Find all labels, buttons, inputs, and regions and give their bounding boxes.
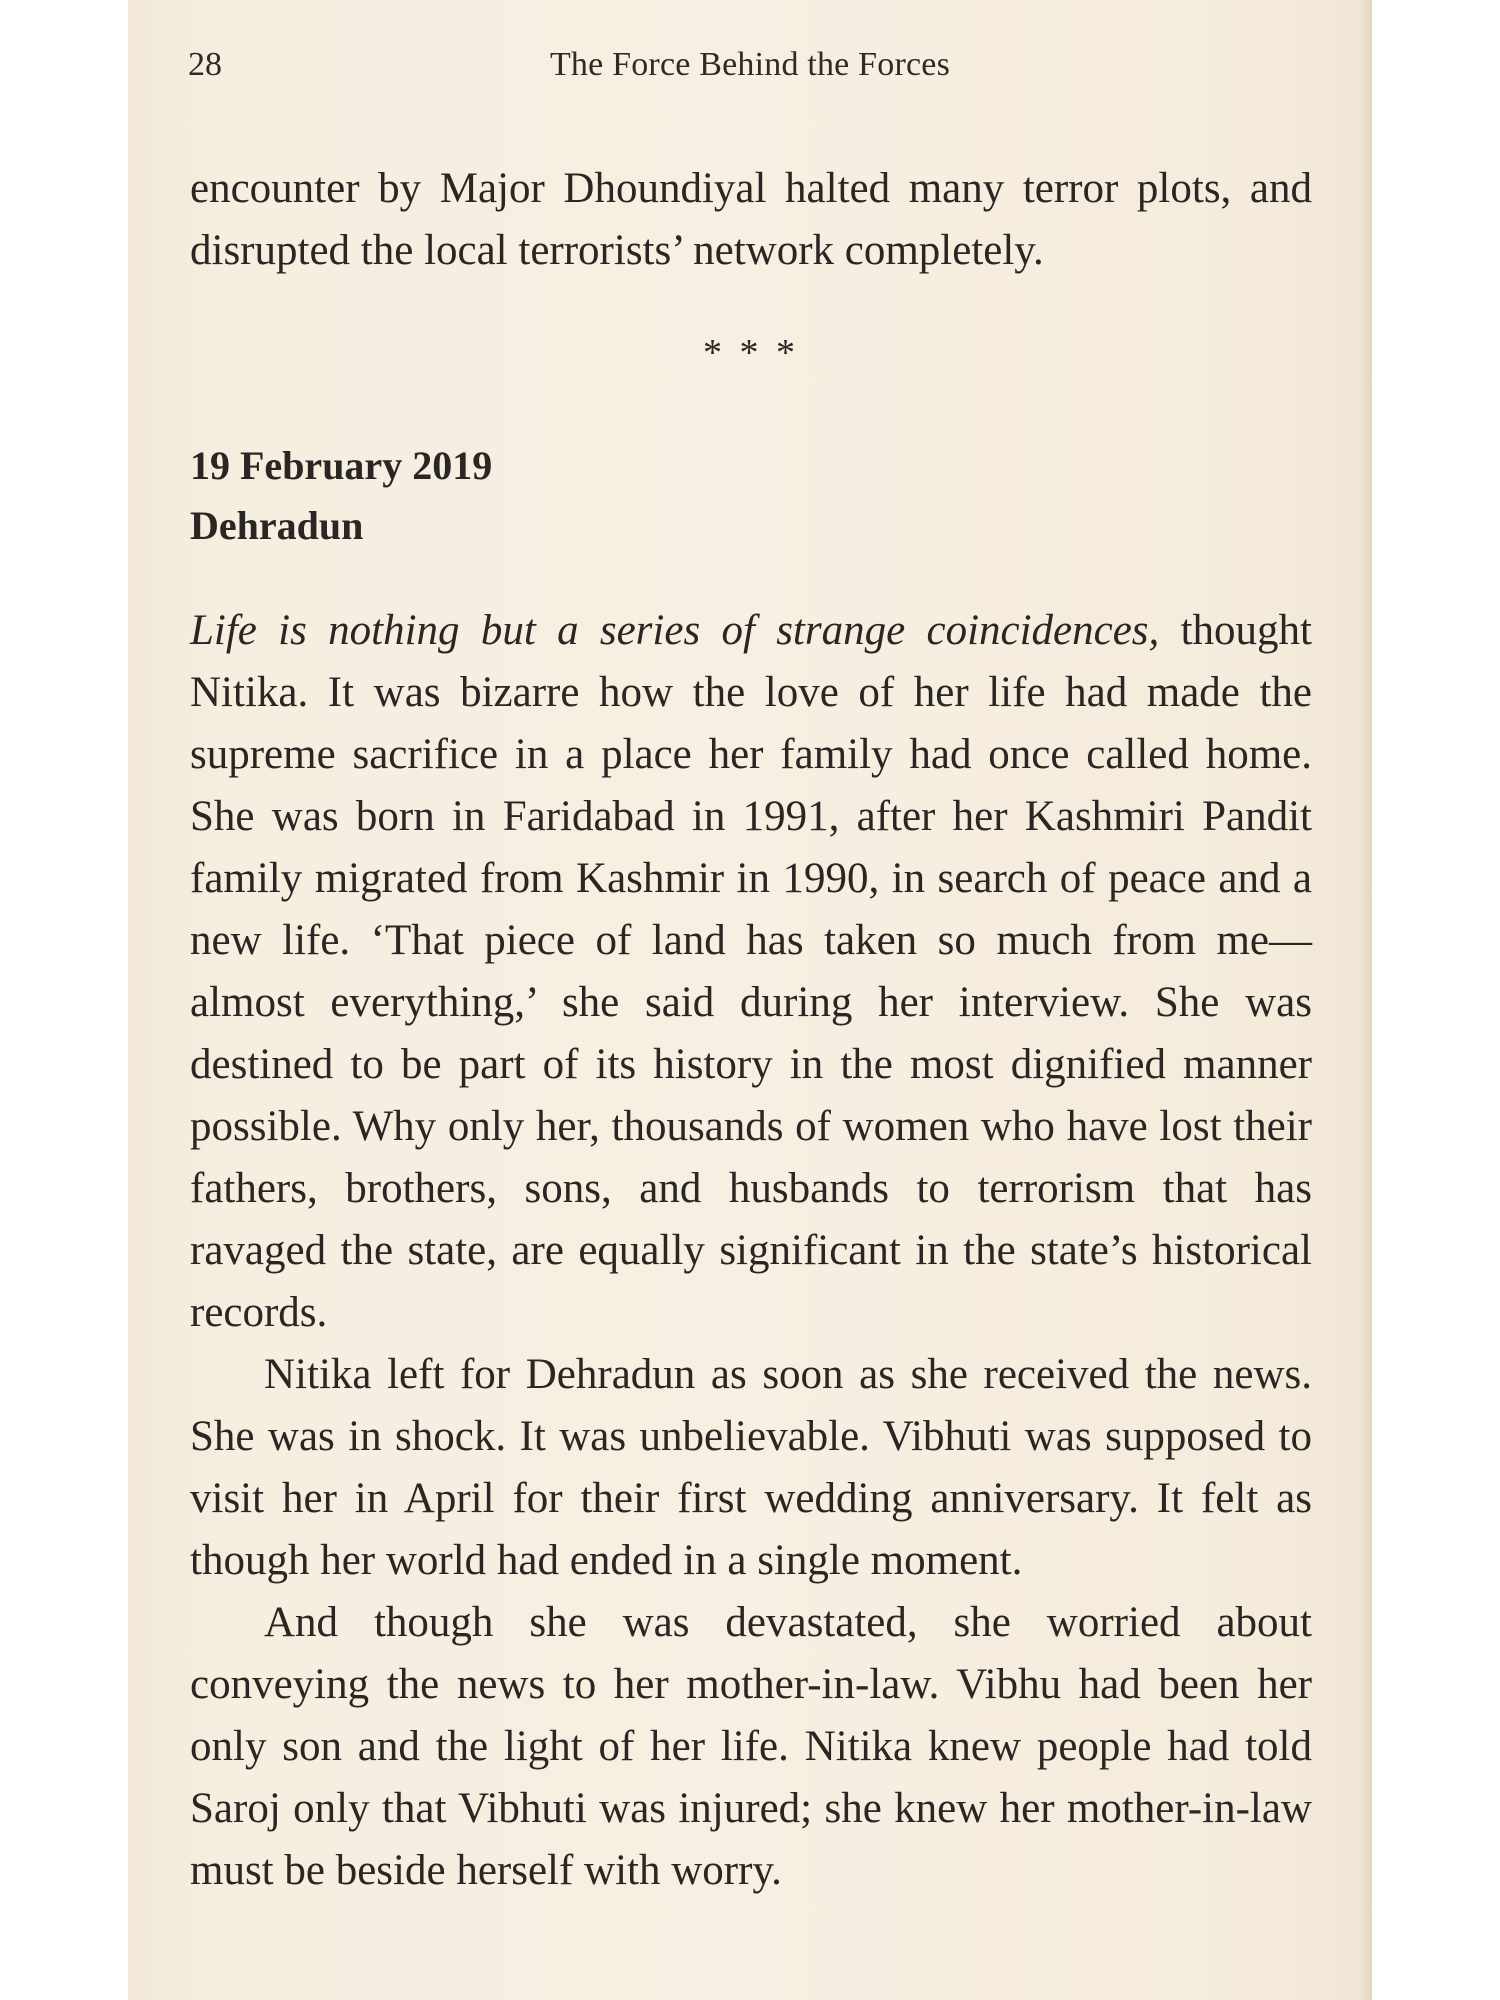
paragraph-3: Nitika left for Dehradun as soon as she received the news. She was in shock. It was unbelievable. Vibhuti was supposed to visit her in April for their first wedding anniversary. It felt as though her world had ended in a single moment.: [190, 1351, 1312, 1584]
paragraph-4: And though she was devastated, she worried about conveying the news to her mother-in-law. Vibhu had been her only son and the light of her life. Nitika knew people had told Saroj only that Vibhuti was injured; she knew her mother-in-law must be beside herself with worry.: [190, 1599, 1312, 1894]
running-title: The Force Behind the Forces: [549, 46, 951, 83]
section-separator: * * *: [703, 332, 799, 374]
spacer: [190, 556, 1312, 600]
paragraph-2-italic-phrase: Life is nothing but a series of strange coincidences,: [190, 607, 1160, 654]
paragraph-2: [190, 600, 1312, 1344]
opening-paragraph: encounter by Major Dhoundiyal halted many terror plots, and disrupted the local terrorists’ network completely.: [190, 165, 1312, 274]
page-number: 28: [188, 46, 222, 83]
body-text: [190, 158, 1312, 1902]
paragraph-2-text: thought Nitika. It was bizarre how the love of her life had made the supreme sacrifice in a place her family had once called home. She was born in Faridabad in 1991, after her Kashmiri Pandit family migrated from Kashmir in 1990, in search of peace and a new life. ‘That piece of land has taken so much from me—almost everything,’ she said during her interview. She was destined to be part of its history in the most dignified manner possible. Why only her, thousands of women who have lost their fathers, brothers, sons, and husbands to terrorism that has ravaged the state, are equally significant in the state’s historical records.: [190, 607, 1312, 1336]
book-page: [128, 0, 1372, 2000]
section-date: 19 February 2019: [190, 443, 493, 488]
page-header: [188, 40, 1312, 90]
section-place: Dehradun: [190, 503, 364, 548]
